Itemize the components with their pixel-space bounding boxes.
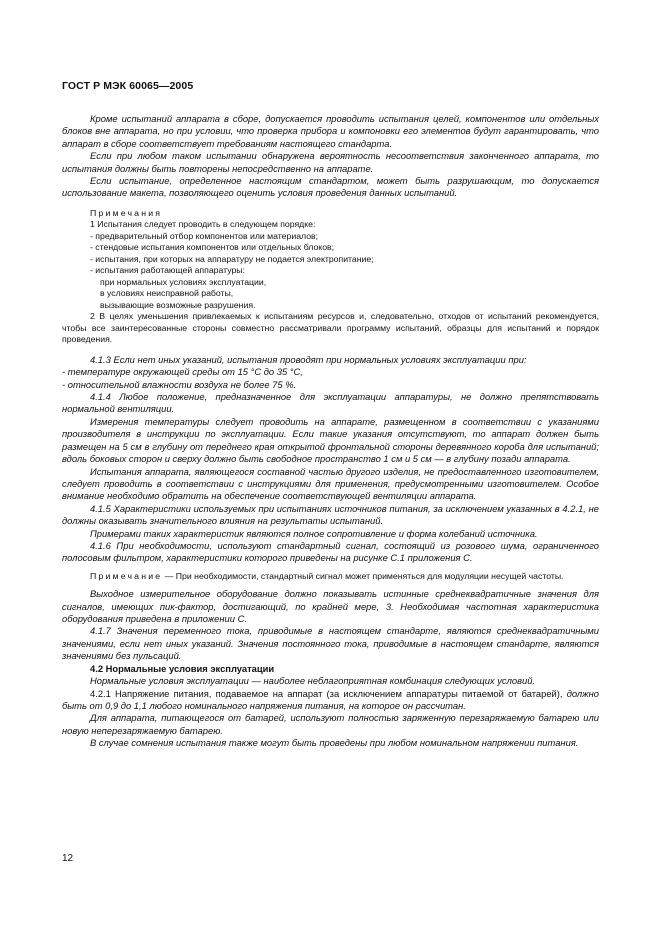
page-content: [62, 113, 599, 750]
clause-4-1-3-item: - относительной влажности воздуха не более 75 %.: [62, 378, 297, 390]
note-sublist-item: в условиях неисправной работы,: [100, 288, 234, 299]
clause-4-1-6: 4.1.6 При необходимости, используют стандартный сигнал, состоящий из розового шума, ограниченного полосовым фильтром, характеристики которого приведены на рисунке С.1 приложения С.: [62, 539, 599, 564]
section-4-1-4: [62, 391, 599, 503]
paragraph: Примерами таких характеристик являются полное сопротивление и форма колебаний источника.: [90, 527, 538, 539]
note-list-item: - стендовые испытания компонентов или отдельных блоков;: [90, 242, 335, 253]
note-list-item: - испытания работающей аппаратуры:: [90, 265, 245, 276]
page-number: 12: [62, 853, 74, 864]
notes-title: Примечания: [90, 207, 163, 218]
clause-4-1-5: 4.1.5 Характеристики используемых при испытаниях источников питания, за исключением указанных в 4.2.1, не должны оказывать значительного влияния на результаты испытаний.: [62, 502, 599, 527]
note-sublist-item: вызывающие возможные разрушения.: [100, 299, 256, 310]
note-text: — При необходимости, стандартный сигнал может применяться для модуляции несущей частоты.: [162, 570, 564, 581]
paragraph: Если испытание, определенное настоящим стандартом, может быть разрушающим, то допускается использование макета, позволяющего оценить условия проведения данных испытаний.: [62, 175, 599, 199]
clause-4-1-4: 4.1.4 Любое положение, предназначенное для эксплуатации аппаратуры, не должно препятствовать нормальной вентиляции.: [62, 391, 599, 415]
section-4-1-7: [62, 625, 599, 662]
note-label: Примечание: [90, 570, 163, 581]
paragraph: Выходное измерительное оборудование должно показывать истинные среднеквадратичные значения для сигналов, имеющих пик-фактор, достигающий, по крайней мере, 3. Необходимая частотная характеристика оборудования приведена в приложении С.: [62, 588, 599, 625]
section-4-1-6: [62, 540, 599, 626]
note-item-2: 2 В целях уменьшения привлекаемых к испытаниям ресурсов и, следовательно, отходов от испытаний рекомендуется, чтобы все заинтересованные стороны совместно рассматривали программу испытаний, образцы для испытаний и порядок проведения.: [62, 311, 599, 345]
clause-4-2-1-italic: должно быть от 0,9 до 1,1 любого номинального напряжения питания, на которое он рассчитан.: [62, 687, 599, 711]
note-item-1: 1 Испытания следует проводить в следующем порядке:: [90, 219, 316, 230]
paragraph: Для аппарата, питающегося от батарей, используют полностью заряженную перезаряжаемую батарею или новую неперезаряжаемую батарею.: [62, 712, 599, 736]
note-list-item: - испытания, при которых на аппаратуру не подается электропитание;: [90, 253, 374, 264]
section-4-2: [62, 663, 599, 750]
clause-4-2-1-roman: 4.2.1 Напряжение питания, подаваемое на аппарат (за исключением аппаратуры питаемой от батарей),: [90, 687, 567, 699]
paragraph: Если при любом таком испытании обнаружена вероятность несоответствия законченного аппарата, то испытания должны быть повторены непосредственно на аппарате.: [62, 150, 599, 174]
standard-header: ГОСТ Р МЭК 60065—2005: [62, 80, 194, 92]
section-4-1-3: [62, 354, 599, 391]
note-4-1-6: [62, 571, 599, 583]
clause-4-1-3-item: - температуре окружающей среды от 15 °С до 35 °С,: [62, 366, 303, 378]
notes-block: [62, 208, 599, 346]
section-heading-4-2: 4.2 Нормальные условия эксплуатации: [90, 662, 275, 674]
note-sublist-item: при нормальных условиях эксплуатации,: [100, 276, 267, 287]
note-list-item: - предварительный отбор компонентов или материалов;: [90, 230, 319, 241]
section-4-1-5: [62, 503, 599, 540]
clause-4-2-1: [62, 688, 599, 713]
paragraph: Испытания аппарата, являющегося составной частью другого изделия, не предоставленного изготовителем, следует проводить в соответствии с инструкциями для применения, предусмотренными изготовителем. Особое внимание необходимо обратить на обеспечение соответствующей вентиляции аппарата.: [62, 465, 599, 502]
paragraph: Измерения температуры следует проводить на аппарате, размещенном в соответствии с указаниями производителя в инструкции по эксплуатации. Если такие указания отсутствуют, то аппарат должен быть размещен на 5 см в глубину от переднего края открытой фронтальной стороны деревянного короба для испытаний; вдоль боковых сторон и сверху должно быть свободное пространство 1 см и 5 см — в глубину позади аппарата.: [62, 415, 599, 465]
paragraph: Нормальные условия эксплуатации — наиболее неблагоприятная комбинация следующих условий.: [90, 675, 536, 687]
clause-4-1-7: 4.1.7 Значения переменного тока, приводимые в настоящем стандарте, являются среднеквадратичными значениями, если нет иных указаний. Значения постоянного тока, приводимые в настоящем стандарте, являются значениями без пульсаций.: [62, 625, 599, 662]
paragraph: Кроме испытаний аппарата в сборе, допускается проводить испытания целей, компонентов или отдельных блоков вне аппарата, но при условии, что проверка прибора и компоновки его элементов будут гарантировать, что аппарат в сборе соответствует требованиям настоящего стандарта.: [62, 113, 599, 149]
paragraph: В случае сомнения испытания также могут быть проведены при любом номинальном напряжении питания.: [90, 737, 579, 749]
clause-4-1-3: 4.1.3 Если нет иных указаний, испытания проводят при нормальных условиях эксплуатации при:: [90, 353, 527, 365]
